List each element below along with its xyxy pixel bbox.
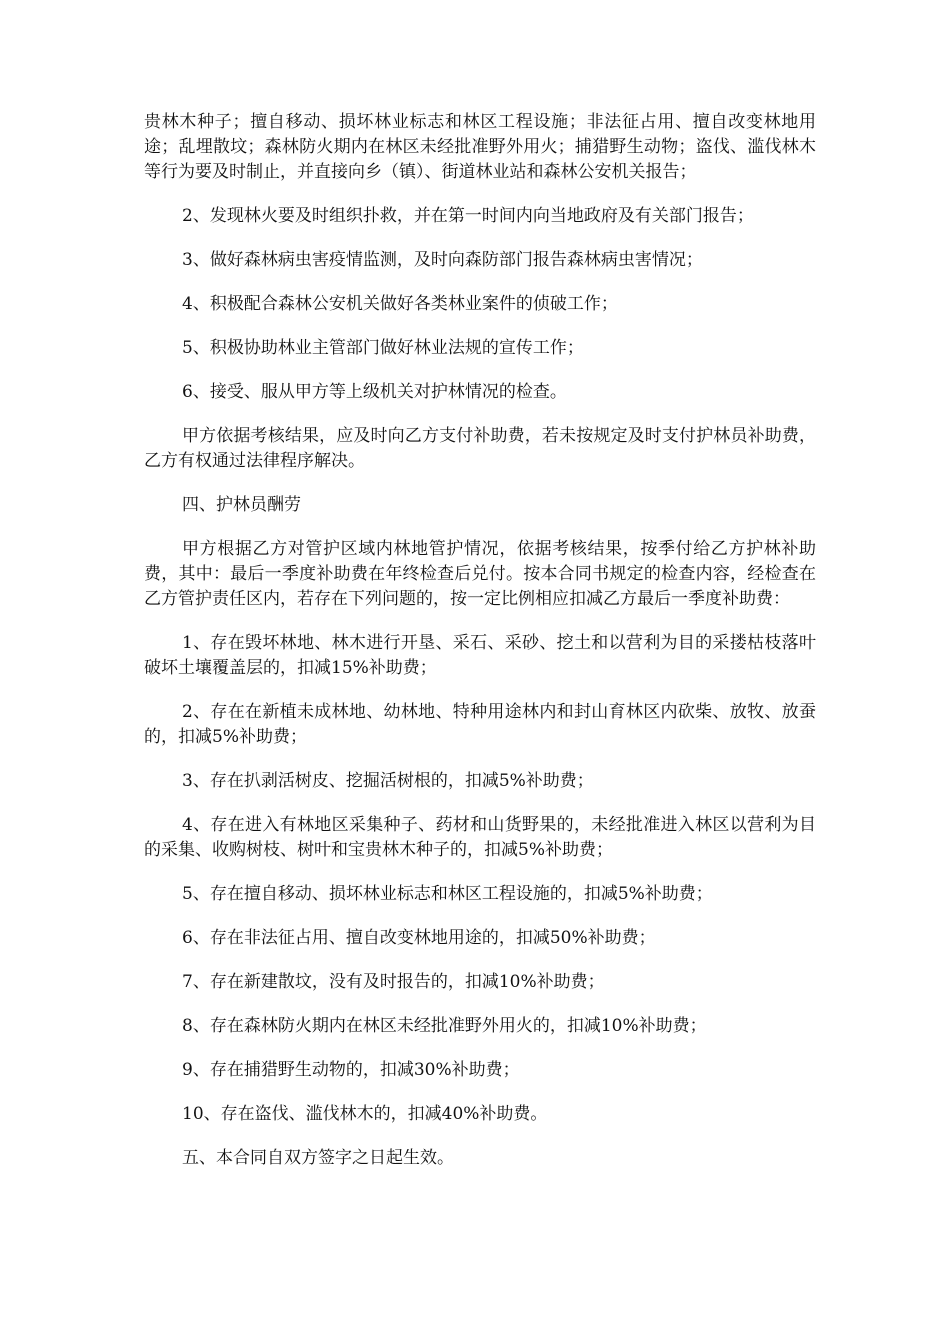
paragraph-duty-2: 2、发现林火要及时组织扑救，并在第一时间内向当地政府及有关部门报告； — [182, 206, 754, 226]
deduction-item-10: 10、存在盗伐、滥伐林木的，扣减40%补助费。 — [182, 1104, 548, 1124]
section-heading-effective: 五、本合同自双方签字之日起生效。 — [182, 1148, 454, 1168]
section-heading-remuneration: 四、护林员酬劳 — [182, 495, 301, 515]
paragraph-remuneration: 甲方根据乙方对管护区域内林地管护情况，依据考核结果，按季付给乙方护林补助费，其中：最后一季度补助费在年终检查后兑付。按本合同书规定的检查内容，经检查在乙方管护责任区内，若存在下列问题的，按一定比例相应扣减乙方最后一季度补助费： — [144, 539, 816, 609]
deduction-item-5: 5、存在擅自移动、损坏林业标志和林区工程设施的，扣减5%补助费； — [182, 884, 713, 904]
deduction-item-3: 3、存在扒剥活树皮、挖掘活树根的，扣减5%补助费； — [182, 771, 594, 791]
paragraph-duty-6: 6、接受、服从甲方等上级机关对护林情况的检查。 — [182, 382, 567, 402]
deduction-item-7: 7、存在新建散坟，没有及时报告的，扣减10%补助费； — [182, 972, 605, 992]
paragraph-duty-5: 5、积极协助林业主管部门做好林业法规的宣传工作； — [182, 338, 584, 358]
deduction-item-4: 4、存在进入有林地区采集种子、药材和山货野果的，未经批准进入林区以营利为目的采集、收购树枝、树叶和宝贵林木种子的，扣减5%补助费； — [144, 815, 816, 860]
paragraph-duty-3: 3、做好森林病虫害疫情监测，及时向森防部门报告森林病虫害情况； — [182, 250, 703, 270]
document-page — [144, 110, 816, 1190]
paragraph-duty-4: 4、积极配合森林公安机关做好各类林业案件的侦破工作； — [182, 294, 618, 314]
deduction-item-9: 9、存在捕猎野生动物的，扣减30%补助费； — [182, 1060, 520, 1080]
deduction-item-1: 1、存在毁坏林地、林木进行开垦、采石、采砂、挖土和以营利为目的采搂枯枝落叶破坏土壤覆盖层的，扣减15%补助费； — [144, 633, 816, 678]
deduction-item-8: 8、存在森林防火期内在林区未经批准野外用火的，扣减10%补助费； — [182, 1016, 707, 1036]
paragraph-payment: 甲方依据考核结果，应及时向乙方支付补助费，若未按规定及时支付护林员补助费，乙方有权通过法律程序解决。 — [144, 426, 816, 471]
deduction-item-2: 2、存在在新植未成林地、幼林地、特种用途林内和封山育林区内砍柴、放牧、放蚕的，扣减5%补助费； — [144, 702, 816, 747]
deduction-item-6: 6、存在非法征占用、擅自改变林地用途的，扣减50%补助费； — [182, 928, 656, 948]
paragraph-continuation: 贵林木种子；擅自移动、损坏林业标志和林区工程设施；非法征占用、擅自改变林地用途；乱埋散坟；森林防火期内在林区未经批准野外用火；捕猎野生动物；盗伐、滥伐林木等行为要及时制止，并直接向乡（镇）、街道林业站和森林公安机关报告； — [144, 112, 816, 182]
